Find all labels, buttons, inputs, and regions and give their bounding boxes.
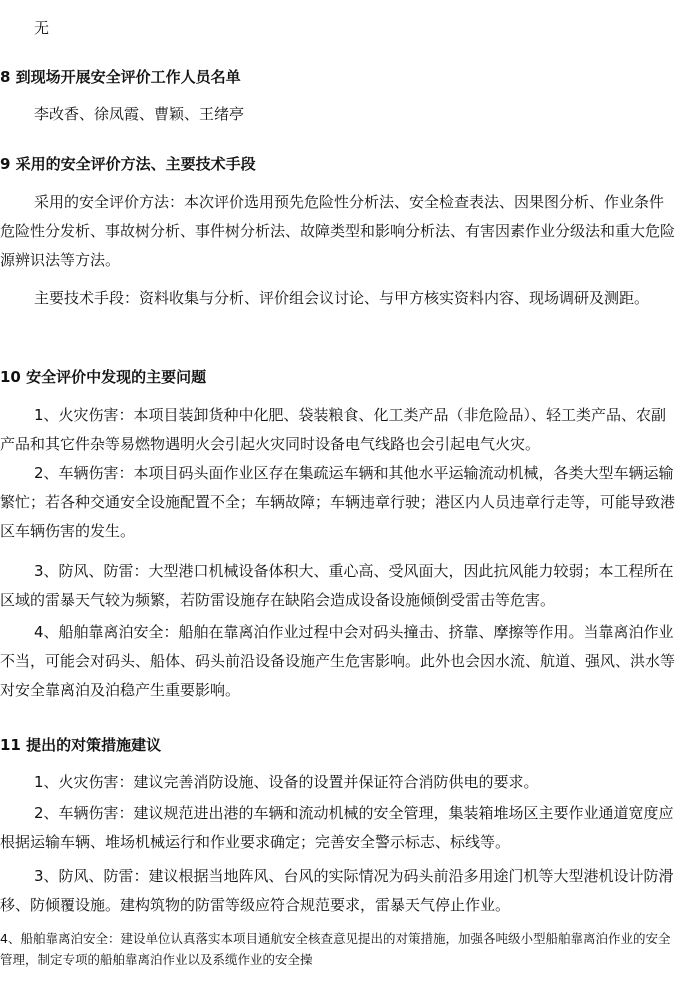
- section-10-berthing: 4、船舶靠离泊安全：船舶在靠离泊作业过程中会对码头撞击、挤靠、摩擦等作用。当靠离泊作业不当，可能会对码头、船体、码头前沿设备设施产生危害影响。此外也会因水流、航道、强风、洪水等对安全靠离泊及泊稳产生重要影响。: [0, 623, 676, 699]
- section-10-fire: 1、火灾伤害：本项目装卸货种中化肥、袋装粮食、化工类产品（非危险品）、轻工类产品、农副产品和其它件杂等易燃物遇明火会引起火灾同时设备电气线路也会引起电气火灾。: [0, 406, 667, 453]
- section-10-wind-lightning: 3、防风、防雷：大型港口机械设备体积大、重心高、受风面大，因此抗风能力较弱；本工程所在区域的雷暴天气较为频繁，若防雷设施存在缺陷会造成设备设施倾倒受雷击等危害。: [0, 562, 674, 609]
- section-10-vehicle: 2、车辆伤害：本项目码头面作业区存在集疏运车辆和其他水平运输流动机械，各类大型车辆运输繁忙；若各种交通安全设施配置不全；车辆故障；车辆违章行驶；港区内人员违章行走等，可能导致港区车辆伤害的发生。: [0, 464, 676, 540]
- section-9-title: 9 采用的安全评价方法、主要技术手段: [0, 155, 256, 173]
- section-11-title: 11 提出的对策措施建议: [0, 736, 162, 754]
- section-11-vehicle: 2、车辆伤害：建议规范进出港的车辆和流动机械的安全管理，集装箱堆场区主要作业通道宽度应根据运输车辆、堆场机械运行和作业要求确定；完善安全警示标志、标线等。: [0, 804, 674, 851]
- section-11-berthing: 4、船舶靠离泊安全：建设单位认真落实本项目通航安全核查意见提出的对策措施，加强各吨级小型船舶靠离泊作业的安全管理，制定专项的船舶靠离泊作业以及系缆作业的安全操: [0, 931, 671, 967]
- section-9-methods: 采用的安全评价方法：本次评价选用预先危险性分析法、安全检查表法、因果图分析、作业条件危险性分发析、事故树分析、事件树分析法、故障类型和影响分析法、有害因素作业分级法和重大危险源辨识法等方法。: [0, 193, 676, 269]
- section-8-title: 8 到现场开展安全评价工作人员名单: [0, 68, 241, 86]
- section-11-wind-lightning: 3、防风、防雷：建议根据当地阵风、台风的实际情况为码头前沿多用途门机等大型港机设计防滑移、防倾覆设施。建构筑物的防雷等级应符合规范要求，雷暴天气停止作业。: [0, 867, 674, 914]
- section-10-title: 10 安全评价中发现的主要问题: [0, 368, 207, 386]
- section-8-names: 李改香、徐凤霞、曹颖、王绪亭: [34, 105, 245, 123]
- section-11-fire: 1、火灾伤害：建议完善消防设施、设备的设置并保证符合消防供电的要求。: [34, 773, 539, 791]
- section-9-techniques: 主要技术手段：资料收集与分析、评价组会议讨论、与甲方核实资料内容、现场调研及测距。: [34, 289, 650, 307]
- intro-text: 无: [34, 19, 50, 37]
